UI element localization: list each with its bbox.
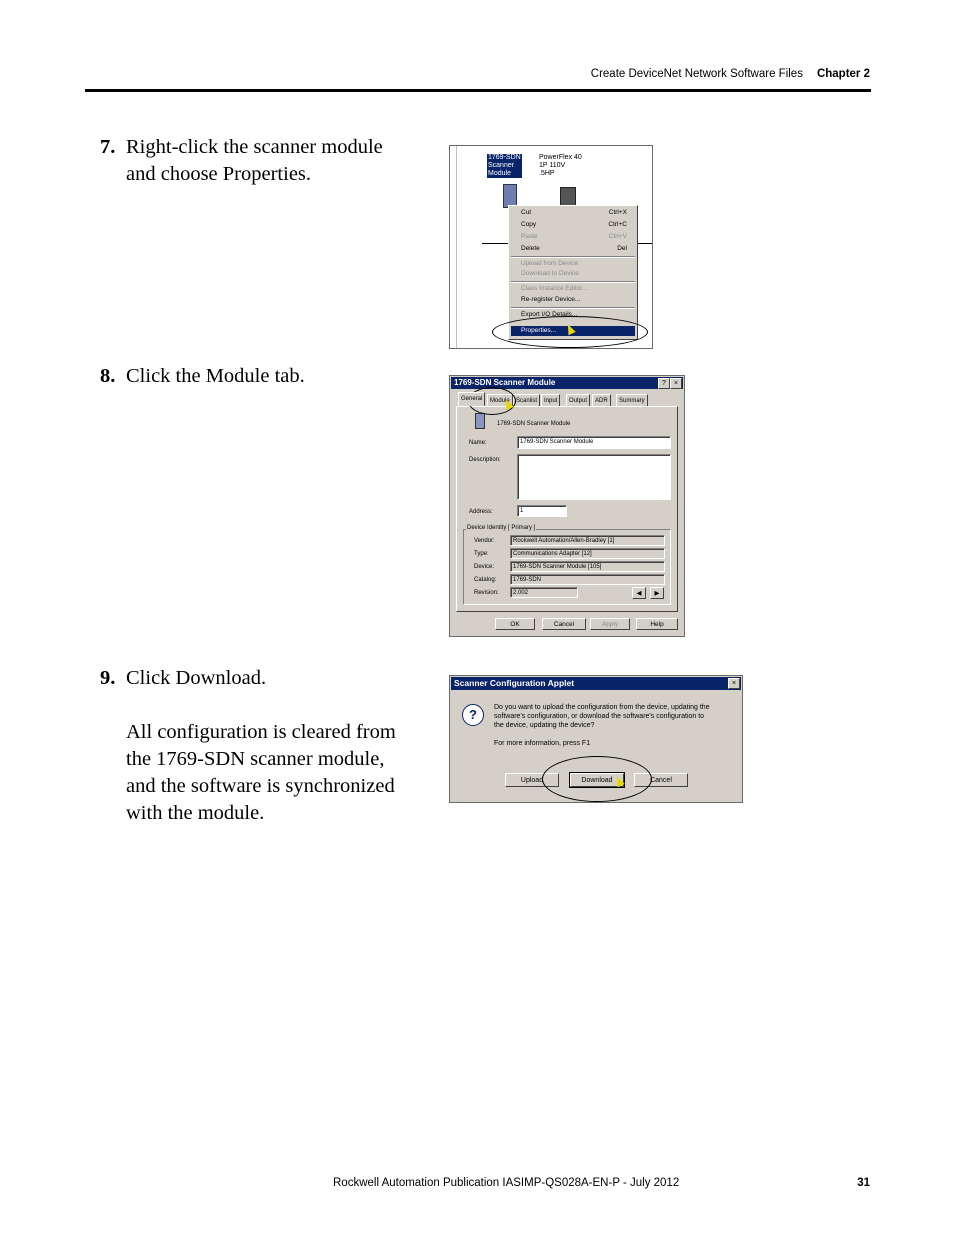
address-input[interactable]: 1 [517,505,567,517]
tab-scanlist[interactable]: Scanlist [513,394,540,406]
step-text-line: with the module. [126,802,265,824]
menu-item-paste[interactable]: Paste Ctrl+V [521,233,627,240]
menu-item-cut[interactable]: Cut Ctrl+X [521,209,627,216]
address-label: Address: [469,509,493,515]
close-button[interactable]: × [728,678,740,689]
upload-button[interactable]: Upload [505,773,559,787]
left-arrow-icon: ◀ [636,590,642,597]
menu-item-export-io-details[interactable]: Export I/O Details... [521,311,578,318]
tab-adr[interactable]: ADR [592,394,611,406]
menu-separator [511,307,635,309]
step-text-line: and the software is synchronized [126,775,395,797]
step-number: 7. [100,136,116,158]
highlight-oval [542,756,652,802]
header-rule [85,89,871,92]
type-value: Communications Adapter [12] [510,548,665,559]
device-identity-group [463,525,671,605]
tab-module[interactable]: Module [487,394,513,406]
step-number: 8. [100,365,116,387]
catalog-label: Catalog: [474,577,497,583]
menu-item-copy[interactable]: Copy Ctrl+C [521,221,627,228]
powerflex-label: PowerFlex 40 1P 110V .5HP [539,154,582,177]
menu-item-delete[interactable]: Delete Del [521,245,627,252]
help-dialog-button[interactable]: Help [636,618,678,630]
tab-summary[interactable]: Summary [616,394,648,406]
previous-identity-button[interactable] [632,587,646,599]
powerflex-drive-icon[interactable] [560,187,576,207]
menu-item-upload-from-device[interactable]: Upload from Device [521,260,579,267]
scanner-module-label[interactable]: 1769-SDN Scanner Module [488,154,521,177]
step-text-line: Click Download. [126,667,267,689]
dialog-title-bar: Scanner Configuration Applet [451,677,741,690]
tab-input[interactable]: Input [541,394,560,406]
right-arrow-icon: ▶ [654,590,660,597]
description-input[interactable] [517,454,671,500]
help-button[interactable]: ? [658,378,670,389]
running-header [591,68,870,80]
name-input[interactable]: 1769-SDN Scanner Module [517,436,671,449]
tab-panel [456,406,678,612]
name-label: Name: [469,440,487,446]
dialog-title-bar: 1769-SDN Scanner Module [451,377,683,389]
section-title: Create DeviceNet Network Software Files [590,68,803,80]
next-identity-button[interactable] [650,587,664,599]
question-icon: ? [462,704,484,726]
close-button[interactable]: × [670,378,682,389]
publication-footer: Rockwell Automation Publication IASIMP-QS028A-EN-P - July 2012 [333,1177,680,1189]
device-icon [475,413,485,429]
vendor-value: Rockwell Automation/Allen-Bradley [1] [510,535,665,546]
vendor-label: Vendor: [474,538,495,544]
menu-item-re-register-device[interactable]: Re-register Device... [521,296,581,303]
step-text-line: Click the Module tab. [126,365,305,387]
cancel-button[interactable]: Cancel [542,618,586,630]
menu-separator [511,256,635,258]
ok-button[interactable]: OK [495,618,535,630]
dialog-message: Do you want to upload the configuration from the device, updating the software's configuration, or download the software's configuration to the device, updating the device? [494,704,710,729]
dialog-info: For more information, press F1 [494,740,591,747]
menu-separator [511,281,635,283]
scanner-properties-dialog [449,375,685,637]
scanner-configuration-dialog [449,675,743,803]
step-text-line: the 1769-SDN scanner module, [126,748,385,770]
device-label: Device: [474,564,495,570]
identity-group-label: Device Identity [ Primary ] [467,525,536,531]
apply-button[interactable]: Apply [590,618,630,630]
page-number: 31 [857,1177,870,1189]
device-caption: 1769-SDN Scanner Module [497,421,571,427]
revision-value: 2.002 [510,587,578,598]
tab-general[interactable]: General [458,392,485,406]
step-text-line: All configuration is cleared from [126,721,396,743]
cancel-button[interactable]: Cancel [634,773,688,787]
chapter-label: Chapter 2 [816,68,870,80]
menu-item-class-instance-editor[interactable]: Class Instance Editor... [521,285,588,292]
menu-item-properties[interactable]: Properties... [511,326,635,336]
menu-item-download-to-device[interactable]: Download to Device [521,270,579,277]
type-label: Type: [474,551,489,557]
network-view-screenshot [449,145,653,349]
tab-output[interactable]: Output [566,394,590,406]
step-text-line: Right-click the scanner module [126,136,383,158]
device-value: 1769-SDN Scanner Module [105] [510,561,665,572]
download-button[interactable]: Download [570,773,624,787]
step-number: 9. [100,667,116,689]
catalog-value: 1769-SDN [510,574,665,585]
revision-label: Revision: [474,590,499,596]
step-text-line: and choose Properties. [126,163,312,185]
description-label: Description: [469,457,501,463]
